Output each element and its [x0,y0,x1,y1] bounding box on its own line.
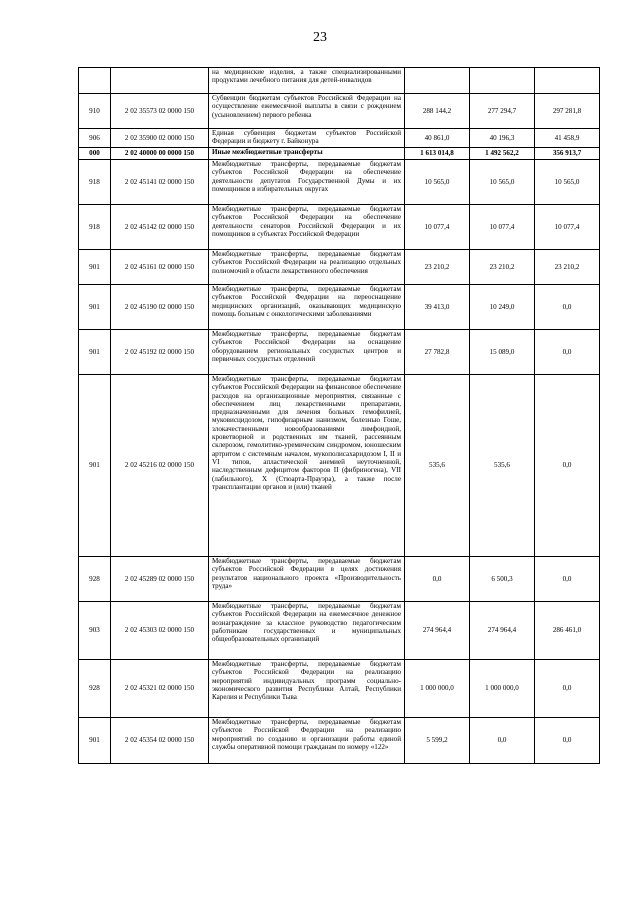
income-description-cell: Межбюджетные трансферты, передаваемые бюджетам субъектов Российской Федерации на реализацию мероприятий индивидуальных программ социально-экономического развития Республики Алтай, Республики Карелия и Республики Тыва [209,660,405,718]
amount-year-1-cell: 23 210,2 [405,250,470,285]
amount-year-1-cell: 10 565,0 [405,160,470,205]
amount-year-3-cell: 23 210,2 [535,250,600,285]
budget-classification-code-cell: 2 02 40000 00 0000 150 [111,148,209,160]
amount-year-2-cell: 15 089,0 [470,330,535,375]
amount-year-1-cell: 40 861,0 [405,129,470,148]
admin-code-cell: 901 [79,285,111,330]
amount-year-2-cell: 10 565,0 [470,160,535,205]
table-row [79,375,600,557]
amount-year-2-cell [470,68,535,94]
table-row [79,718,600,764]
amount-year-3-cell: 41 458,9 [535,129,600,148]
budget-table [78,67,600,764]
amount-year-3-cell: 356 913,7 [535,148,600,160]
amount-year-1-cell: 39 413,0 [405,285,470,330]
income-description-cell: Межбюджетные трансферты, передаваемые бюджетам субъектов Российской Федерации на обеспечение деятельности сенаторов Российской Федерации и их помощников в субъектах Российской Федерации [209,205,405,250]
budget-classification-code-cell: 2 02 45190 02 0000 150 [111,285,209,330]
budget-classification-code-cell: 2 02 45142 02 0000 150 [111,205,209,250]
amount-year-1-cell: 10 077,4 [405,205,470,250]
amount-year-2-cell: 40 196,3 [470,129,535,148]
budget-classification-code-cell: 2 02 35900 02 0000 150 [111,129,209,148]
income-description-cell: Иные межбюджетные трансферты [209,148,405,160]
amount-year-3-cell: 0,0 [535,718,600,764]
amount-year-3-cell: 0,0 [535,330,600,375]
table-row [79,330,600,375]
income-description-cell: Межбюджетные трансферты, передаваемые бюджетам субъектов Российской Федерации на обеспечение деятельности депутатов Государственной Думы и их помощников в избирательных округах [209,160,405,205]
admin-code-cell: 906 [79,129,111,148]
admin-code-cell: 901 [79,330,111,375]
budget-classification-code-cell: 2 02 45354 02 0000 150 [111,718,209,764]
table-row [79,250,600,285]
admin-code-cell: 910 [79,94,111,129]
amount-year-2-cell: 1 000 000,0 [470,660,535,718]
amount-year-1-cell: 535,6 [405,375,470,557]
amount-year-3-cell [535,68,600,94]
amount-year-1-cell [405,68,470,94]
amount-year-2-cell: 535,6 [470,375,535,557]
admin-code-cell: 928 [79,660,111,718]
table-row [79,148,600,160]
table-row [79,205,600,250]
income-description-cell: Межбюджетные трансферты, передаваемые бюджетам субъектов Российской Федерации на переоснащение медицинских организаций, оказывающих медицинскую помощь больным с онкологическими заболеваниями [209,285,405,330]
amount-year-2-cell: 0,0 [470,718,535,764]
income-description-cell: на медицинские изделия, а также специализированными продуктами лечебного питания для детей-инвалидов [209,68,405,94]
budget-classification-code-cell: 2 02 45216 02 0000 150 [111,375,209,557]
income-description-cell: Межбюджетные трансферты, передаваемые бюджетам субъектов Российской Федерации на финансовое обеспечение расходов на организационные мероприятия, связанные с обеспечением лиц лекарственными препаратами, предназначенными для лечения больных гемофилией, муковисцидозом, гипофизарным нанизмом, болезнью Гоше, злокачественными новообразованиями лимфоидной, кроветворной и родственных им тканей, рассеянным склерозом, гемолитико-уремическим синдромом, юношеским артритом с системным началом, мукополисахаридозом I, II и VI типов, апластической анемией неуточненной, наследственным дефицитом факторов II (фибриногена), VII (лабильного), X (Стюарта-Прауэра), а также после трансплантации органов и (или) тканей [209,375,405,557]
amount-year-2-cell: 277 294,7 [470,94,535,129]
amount-year-1-cell: 1 613 014,8 [405,148,470,160]
table-row [79,602,600,660]
amount-year-1-cell: 27 782,8 [405,330,470,375]
amount-year-3-cell: 0,0 [535,557,600,602]
budget-classification-code-cell [111,68,209,94]
amount-year-3-cell: 0,0 [535,375,600,557]
budget-table-body [79,68,600,764]
income-description-cell: Межбюджетные трансферты, передаваемые бюджетам субъектов Российской Федерации на оснащение оборудованием региональных сосудистых центров и первичных сосудистых отделений [209,330,405,375]
page-number: 23 [313,30,327,45]
amount-year-2-cell: 10 249,0 [470,285,535,330]
income-description-cell: Межбюджетные трансферты, передаваемые бюджетам субъектов Российской Федерации на реализацию мероприятий по созданию и организации работы единой службы оперативной помощи гражданам по номеру «122» [209,718,405,764]
amount-year-3-cell: 286 461,0 [535,602,600,660]
budget-classification-code-cell: 2 02 45161 02 0000 150 [111,250,209,285]
income-description-cell: Единая субвенция бюджетам субъектов Российской Федерации и бюджету г. Байконура [209,129,405,148]
amount-year-3-cell: 0,0 [535,285,600,330]
income-description-cell: Межбюджетные трансферты, передаваемые бюджетам субъектов Российской Федерации на реализацию отдельных полномочий в области лекарственного обеспечения [209,250,405,285]
amount-year-1-cell: 1 000 000,0 [405,660,470,718]
amount-year-1-cell: 5 599,2 [405,718,470,764]
table-row [79,94,600,129]
amount-year-2-cell: 23 210,2 [470,250,535,285]
budget-classification-code-cell: 2 02 45321 02 0000 150 [111,660,209,718]
table-row [79,129,600,148]
amount-year-3-cell: 297 281,8 [535,94,600,129]
amount-year-3-cell: 10 077,4 [535,205,600,250]
budget-classification-code-cell: 2 02 45192 02 0000 150 [111,330,209,375]
table-row [79,660,600,718]
budget-classification-code-cell: 2 02 35573 02 0000 150 [111,94,209,129]
amount-year-3-cell: 10 565,0 [535,160,600,205]
budget-classification-code-cell: 2 02 45141 02 0000 150 [111,160,209,205]
admin-code-cell: 918 [79,205,111,250]
budget-classification-code-cell: 2 02 45289 02 0000 150 [111,557,209,602]
amount-year-1-cell: 0,0 [405,557,470,602]
admin-code-cell: 901 [79,718,111,764]
amount-year-2-cell: 1 492 562,2 [470,148,535,160]
amount-year-2-cell: 274 964,4 [470,602,535,660]
table-row [79,160,600,205]
admin-code-cell [79,68,111,94]
admin-code-cell: 901 [79,375,111,557]
amount-year-3-cell: 0,0 [535,660,600,718]
income-description-cell: Межбюджетные трансферты, передаваемые бюджетам субъектов Российской Федерации на ежемесячное денежное вознаграждение за классное руководство педагогическим работникам государственных и муниципальных общеобразовательных организаций [209,602,405,660]
admin-code-cell: 000 [79,148,111,160]
admin-code-cell: 903 [79,602,111,660]
budget-classification-code-cell: 2 02 45303 02 0000 150 [111,602,209,660]
admin-code-cell: 928 [79,557,111,602]
amount-year-1-cell: 288 144,2 [405,94,470,129]
income-description-cell: Межбюджетные трансферты, передаваемые бюджетам субъектов Российской Федерации в целях достижения результатов национального проекта «Производительность труда» [209,557,405,602]
table-row [79,68,600,94]
admin-code-cell: 918 [79,160,111,205]
income-description-cell: Субвенции бюджетам субъектов Российской Федерации на осуществление ежемесячной выплаты в связи с рождением (усыновлением) первого ребенка [209,94,405,129]
amount-year-2-cell: 6 500,3 [470,557,535,602]
amount-year-2-cell: 10 077,4 [470,205,535,250]
admin-code-cell: 901 [79,250,111,285]
table-row [79,285,600,330]
table-row [79,557,600,602]
amount-year-1-cell: 274 964,4 [405,602,470,660]
